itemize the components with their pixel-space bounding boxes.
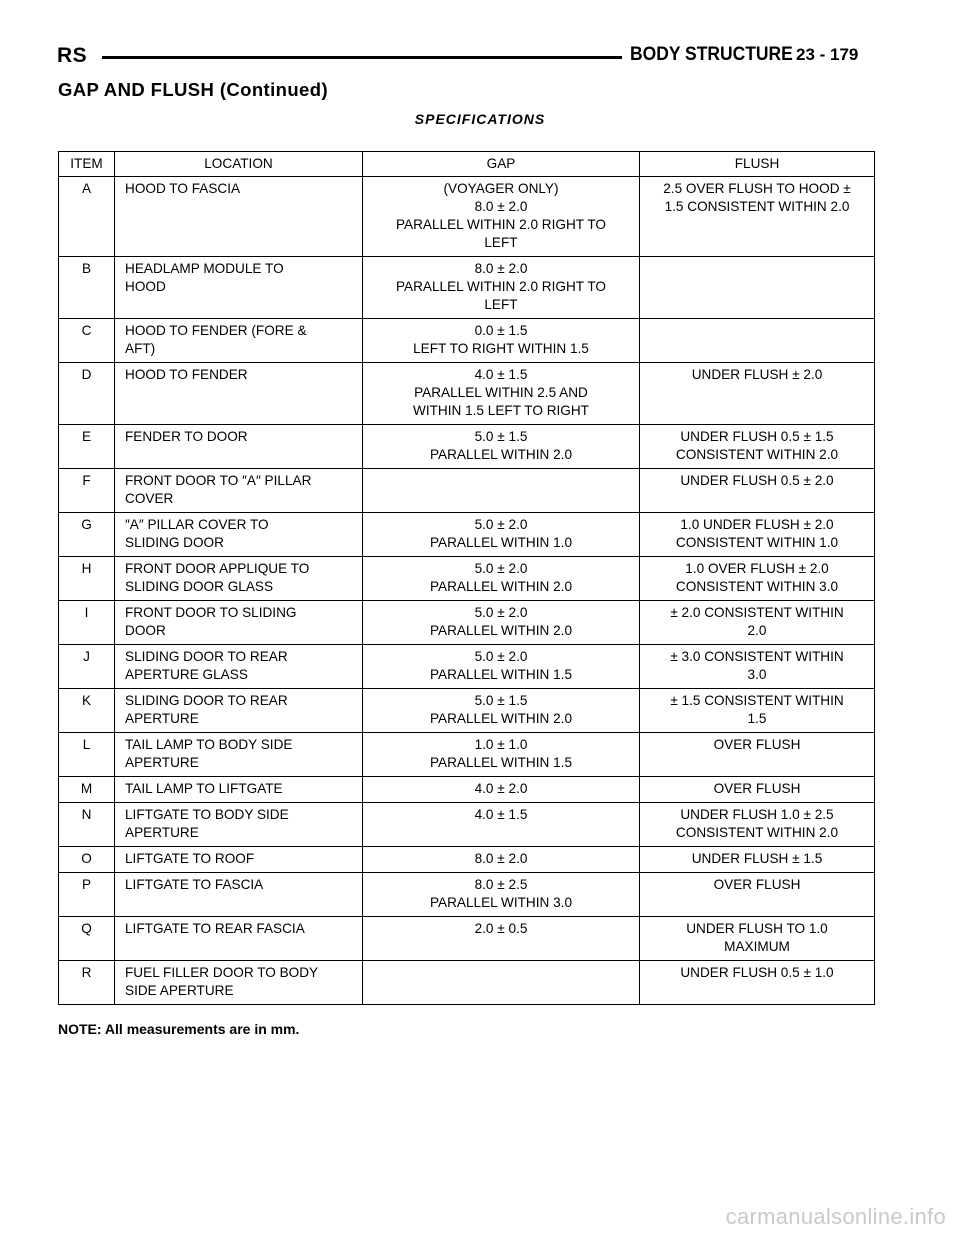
row-location: HEADLAMP MODULE TO HOOD: [115, 257, 363, 319]
column-header-item: ITEM: [59, 152, 115, 177]
row-gap: 5.0 ± 2.0 PARALLEL WITHIN 2.0: [363, 601, 640, 645]
table-row: [59, 319, 875, 363]
row-flush: ± 3.0 CONSISTENT WITHIN 3.0: [640, 645, 875, 689]
row-location: LIFTGATE TO BODY SIDE APERTURE: [115, 803, 363, 847]
table-row: [59, 513, 875, 557]
column-header-gap: GAP: [363, 152, 640, 177]
row-item: K: [59, 689, 115, 733]
table-row: [59, 873, 875, 917]
row-item: Q: [59, 917, 115, 961]
row-location: LIFTGATE TO REAR FASCIA: [115, 917, 363, 961]
row-flush: UNDER FLUSH 0.5 ± 2.0: [640, 469, 875, 513]
row-location: TAIL LAMP TO LIFTGATE: [115, 777, 363, 803]
row-gap: 8.0 ± 2.0: [363, 847, 640, 873]
row-flush: ± 1.5 CONSISTENT WITHIN 1.5: [640, 689, 875, 733]
row-location: FRONT DOOR APPLIQUE TO SLIDING DOOR GLASS: [115, 557, 363, 601]
row-location: FRONT DOOR TO ″A″ PILLAR COVER: [115, 469, 363, 513]
row-item: E: [59, 425, 115, 469]
column-header-location: LOCATION: [115, 152, 363, 177]
table-row: [59, 847, 875, 873]
row-location: HOOD TO FASCIA: [115, 177, 363, 257]
specifications-table: [58, 151, 875, 1005]
row-item: N: [59, 803, 115, 847]
row-item: C: [59, 319, 115, 363]
page-number: 23 - 179: [796, 45, 859, 64]
watermark: carmanualsonline.info: [725, 1204, 946, 1229]
row-item: H: [59, 557, 115, 601]
table-row: [59, 803, 875, 847]
row-gap: 4.0 ± 1.5 PARALLEL WITHIN 2.5 AND WITHIN 1.5 LEFT TO RIGHT: [363, 363, 640, 425]
row-location: FENDER TO DOOR: [115, 425, 363, 469]
row-flush: [640, 257, 875, 319]
table-row: [59, 961, 875, 1005]
row-flush: UNDER FLUSH 0.5 ± 1.5 CONSISTENT WITHIN 2.0: [640, 425, 875, 469]
table-header-row: [59, 152, 875, 177]
row-gap: 8.0 ± 2.5 PARALLEL WITHIN 3.0: [363, 873, 640, 917]
row-location: FRONT DOOR TO SLIDING DOOR: [115, 601, 363, 645]
table-row: [59, 257, 875, 319]
table-row: [59, 689, 875, 733]
row-location: SLIDING DOOR TO REAR APERTURE: [115, 689, 363, 733]
row-flush: 2.5 OVER FLUSH TO HOOD ± 1.5 CONSISTENT WITHIN 2.0: [640, 177, 875, 257]
row-gap: 5.0 ± 1.5 PARALLEL WITHIN 2.0: [363, 425, 640, 469]
row-item: A: [59, 177, 115, 257]
manual-code: RS: [57, 44, 88, 67]
row-flush: UNDER FLUSH TO 1.0 MAXIMUM: [640, 917, 875, 961]
row-location: FUEL FILLER DOOR TO BODY SIDE APERTURE: [115, 961, 363, 1005]
row-gap: 1.0 ± 1.0 PARALLEL WITHIN 1.5: [363, 733, 640, 777]
row-flush: ± 2.0 CONSISTENT WITHIN 2.0: [640, 601, 875, 645]
row-flush: [640, 319, 875, 363]
row-item: L: [59, 733, 115, 777]
row-gap: 5.0 ± 2.0 PARALLEL WITHIN 1.5: [363, 645, 640, 689]
table-row: [59, 917, 875, 961]
row-gap: 5.0 ± 2.0 PARALLEL WITHIN 2.0: [363, 557, 640, 601]
row-location: HOOD TO FENDER (FORE & AFT): [115, 319, 363, 363]
table-row: [59, 645, 875, 689]
table-row: [59, 777, 875, 803]
row-gap: 5.0 ± 2.0 PARALLEL WITHIN 1.0: [363, 513, 640, 557]
row-item: F: [59, 469, 115, 513]
row-item: B: [59, 257, 115, 319]
row-flush: OVER FLUSH: [640, 733, 875, 777]
row-gap: [363, 961, 640, 1005]
table-row: [59, 601, 875, 645]
row-location: SLIDING DOOR TO REAR APERTURE GLASS: [115, 645, 363, 689]
row-gap: 4.0 ± 1.5: [363, 803, 640, 847]
row-flush: UNDER FLUSH ± 1.5: [640, 847, 875, 873]
row-location: LIFTGATE TO FASCIA: [115, 873, 363, 917]
row-location: ″A″ PILLAR COVER TO SLIDING DOOR: [115, 513, 363, 557]
table-row: [59, 733, 875, 777]
row-item: P: [59, 873, 115, 917]
row-location: LIFTGATE TO ROOF: [115, 847, 363, 873]
row-flush: OVER FLUSH: [640, 873, 875, 917]
row-item: R: [59, 961, 115, 1005]
row-item: J: [59, 645, 115, 689]
section-title: GAP AND FLUSH (Continued): [58, 79, 329, 100]
row-gap: 0.0 ± 1.5 LEFT TO RIGHT WITHIN 1.5: [363, 319, 640, 363]
row-location: HOOD TO FENDER: [115, 363, 363, 425]
row-flush: OVER FLUSH: [640, 777, 875, 803]
table-body: [59, 177, 875, 1005]
row-gap: 5.0 ± 1.5 PARALLEL WITHIN 2.0: [363, 689, 640, 733]
row-item: M: [59, 777, 115, 803]
row-gap: (VOYAGER ONLY) 8.0 ± 2.0 PARALLEL WITHIN 2.0 RIGHT TO LEFT: [363, 177, 640, 257]
row-flush: 1.0 UNDER FLUSH ± 2.0 CONSISTENT WITHIN 1.0: [640, 513, 875, 557]
row-location: TAIL LAMP TO BODY SIDE APERTURE: [115, 733, 363, 777]
row-gap: 8.0 ± 2.0 PARALLEL WITHIN 2.0 RIGHT TO LEFT: [363, 257, 640, 319]
row-item: I: [59, 601, 115, 645]
row-item: G: [59, 513, 115, 557]
header-rule: [102, 56, 622, 59]
table-row: [59, 469, 875, 513]
row-flush: 1.0 OVER FLUSH ± 2.0 CONSISTENT WITHIN 3.0: [640, 557, 875, 601]
row-item: D: [59, 363, 115, 425]
row-gap: 4.0 ± 2.0: [363, 777, 640, 803]
row-gap: [363, 469, 640, 513]
chapter-title: BODY STRUCTURE: [630, 44, 793, 65]
table-row: [59, 363, 875, 425]
measurement-note: NOTE: All measurements are in mm.: [58, 1021, 300, 1037]
row-flush: UNDER FLUSH ± 2.0: [640, 363, 875, 425]
row-flush: UNDER FLUSH 1.0 ± 2.5 CONSISTENT WITHIN 2.0: [640, 803, 875, 847]
row-gap: 2.0 ± 0.5: [363, 917, 640, 961]
specifications-title: SPECIFICATIONS: [414, 111, 546, 127]
row-item: O: [59, 847, 115, 873]
table-row: [59, 177, 875, 257]
table-row: [59, 557, 875, 601]
table-row: [59, 425, 875, 469]
column-header-flush: FLUSH: [640, 152, 875, 177]
row-flush: UNDER FLUSH 0.5 ± 1.0: [640, 961, 875, 1005]
